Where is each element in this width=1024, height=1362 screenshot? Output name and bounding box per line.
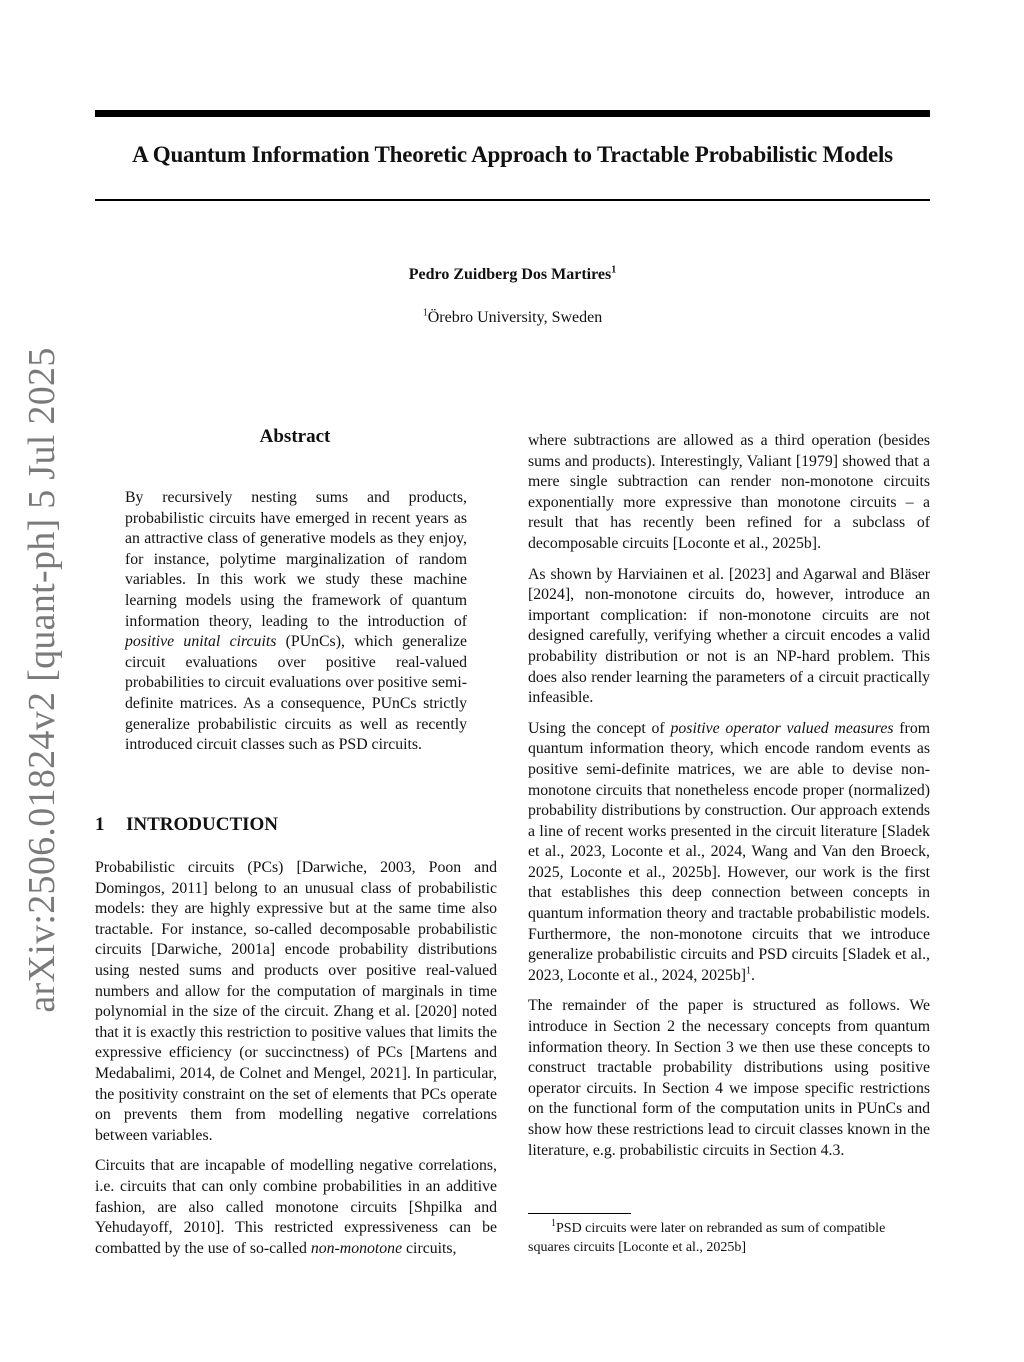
paragraph-2-continued: where subtractions are allowed as a third operation (besides sums and products). Interestingly, Valiant [1979] showed that a mere single subtraction can render non-monotone circuits exponentially more expressive than monotone circuits – a result that has recently been refined for a subclass of decomposable circuits [Loconte et al., 2025b]. [528, 432, 930, 552]
left-column [95, 858, 497, 1269]
footnote-rule [528, 1213, 631, 1214]
paragraph-4: Using the concept of positive operator valued measures from quantum information theory, which encode random events as positive semi-definite matrices, we are able to devise non-monotone circuits that nonetheless encode proper (normalized) probability distributions by construction. Our approach extends a line of recent works presented in the circuit literature [Sladek et al., 2023, Loconte et al., 2024, Wang and Van den Broeck, 2025, Loconte et al., 2025b]. However, our work is the first that establishes this deep connection between concepts in quantum information theory and tractable probabilistic models. Furthermore, the non-monotone circuits that we introduce generalize probabilistic circuits and PSD circuits [Sladek et al., 2023, Loconte et al., 2024, 2025b]$^1$. [528, 719, 930, 984]
section-heading-introduction [95, 814, 278, 836]
paragraph-3: As shown by Harviainen et al. [2023] and Agarwal and Bläser [2024], non-monotone circuits do, however, introduce an important complication: if non-monotone circuits are not designed carefully, verifying whether a circuit encodes a valid probability distribution or not is an NP-hard problem. This does also render learning the parameters of a circuit practically infeasible. [528, 565, 930, 707]
affil-mark: 1 [422, 307, 428, 319]
footnote [528, 1220, 930, 1257]
section-number: 1 [95, 814, 105, 835]
arxiv-identifier: arXiv:2506.01824v2 [quant-ph] 5 Jul 2025 [21, 347, 63, 1013]
author-name: Pedro Zuidberg Dos Martires [408, 266, 612, 283]
footnote-mark: 1 [551, 1218, 556, 1230]
paper-title: A Quantum Information Theoretic Approach to Tractable Probabilistic Models [132, 142, 893, 167]
author [95, 266, 930, 284]
right-column [528, 431, 930, 1171]
abstract-heading: Abstract [259, 426, 331, 447]
affiliation-text: Örebro University, Sweden [427, 309, 603, 326]
top-rule [95, 110, 930, 117]
emphasis-non-monotone: non-monotone [310, 1239, 403, 1257]
abstract-body: By recursively nesting sums and products, probabilistic circuits have emerged in recent years as an attractive class of generative models as they enjoy, for instance, polytime marginalization of random variables. In this work we study these machine learning models using the framework of quantum information theory, leading to the introduction of positive unital circuits (PUnCs), which generalize circuit evaluations over positive real-valued probabilities to circuit evaluations over positive semi-definite matrices. As a consequence, PUnCs strictly generalize probabilistic circuits as well as recently introduced circuit classes such as PSD circuits. [125, 489, 467, 754]
footnote-ref: 1 [746, 965, 752, 977]
abstract-emphasis: positive unital circuits [125, 633, 277, 651]
paragraph-1: Probabilistic circuits (PCs) [Darwiche, 2003, Poon and Domingos, 2011] belong to an unusual class of probabilistic models: they are highly expressive but at the same time also tractable. For instance, so-called decomposable probabilistic circuits [Darwiche, 2001a] encode probability distributions using nested sums and products over positive real-valued numbers and allow for the computation of marginals in time polynomial in the size of the circuit. Zhang et al. [2020] noted that it is exactly this restriction to positive values that limits the expressive efficiency (or succinctness) of PCs [Martens and Medabalimi, 2014, de Colnet and Mengel, 2021]. In particular, the positivity constraint on the set of elements that PCs operate on prevents them from modelling negative correlations between variables. [95, 859, 497, 1144]
paragraph-2: Circuits that are incapable of modelling negative correlations, i.e. circuits that can only combine probabilities in an additive fashion, are also called monotone circuits [Shpilka and Yehudayoff, 2010]. This restricted expressiveness can be combatted by the use of so-called non-monotone circuits, [95, 1157, 497, 1257]
footnote-text: PSD circuits were later on rebranded as sum of compatible squares circuits [Loconte et al., 2025b] [528, 1221, 886, 1255]
affiliation [95, 309, 930, 327]
title-bottom-rule [95, 199, 930, 201]
paragraph-5: The remainder of the paper is structured as follows. We introduce in Section 2 the necessary concepts from quantum information theory. In Section 3 we then use these concepts to construct tractable probability distributions using positive operator circuits. In Section 4 we impose specific restrictions on the functional form of the computation units in PUnCs and show how these restrictions lead to circuit classes known in the literature, e.g. probabilistic circuits in Section 4.3. [528, 997, 930, 1159]
emphasis-povm: positive operator valued measures [670, 719, 894, 737]
section-title: INTRODUCTION [126, 814, 279, 835]
author-affil-mark: 1 [611, 264, 617, 276]
